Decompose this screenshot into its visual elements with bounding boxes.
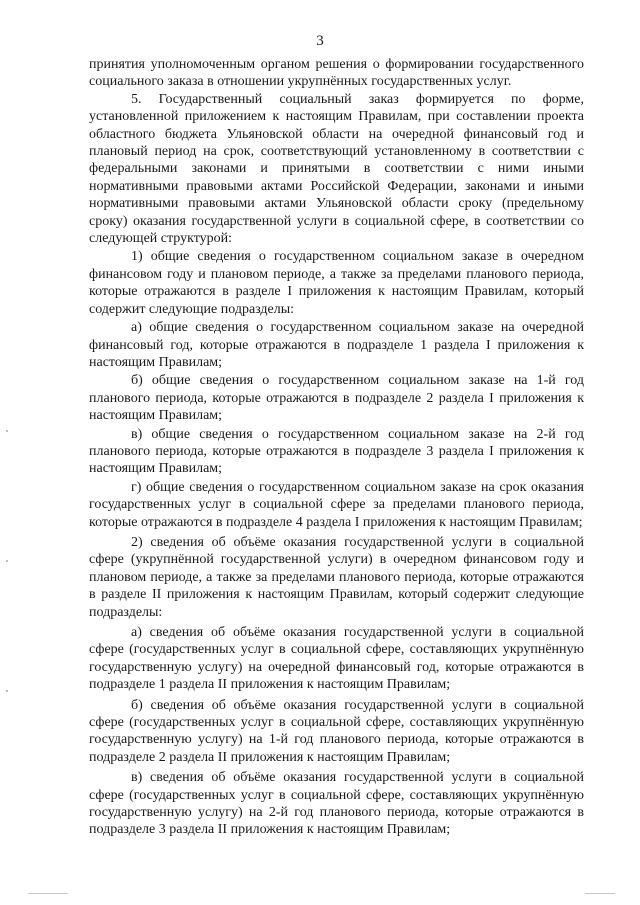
paragraph-subitem-1b: б) общие сведения о государственном социальном заказе на 1-й год планового периода, которые отражаются в подразделе 2 раздела I приложения к настоящим Правилам; (89, 373, 584, 424)
paragraph-subitem-2v: в) сведения об объёме оказания государственной услуги в социальной сфере (государственных услуг в социальной сфере, составляющих укрупнённую государственную услугу) на 2-й год планового периода, которые отражаются в подразделе 3 раздела II приложения к настоящим Правилам; (89, 770, 584, 838)
scan-edge-line-left (28, 893, 68, 894)
paragraph-subitem-2b: б) сведения об объёме оказания государственной услуги в социальной сфере (государственных услуг в социальной сфере, составляющих укрупнённую государственную услугу) на 1-й год планового периода, которые отражаются в подразделе 2 раздела II приложения к настоящим Правилам; (89, 697, 584, 765)
paragraph-subitem-1a: а) общие сведения о государственном социальном заказе на очередной финансовый год, которые отражаются в подразделе 1 раздела I приложения к настоящим Правилам; (89, 320, 584, 370)
paragraph-continuation: принятия уполномоченным органом решения о формировании государственного социального заказа в отношении укрупнённых государственных услуг. (89, 57, 584, 90)
paragraph-subitem-1: 1) общие сведения о государственном социальном заказе в очередном финансовом году и плановом периоде, а также за пределами планового периода, которые отражаются в разделе I приложения к настоящим Правилам, который содержит следующие подразделы: (89, 249, 584, 317)
paragraph-subitem-2: 2) сведения об объёме оказания государственной услуги в социальной сфере (укрупнённой государственной услуги) в очередном финансовом году и плановом периоде, а также за пределами планового периода, которые отражаются в разделе II приложения к настоящим Правилам, который содержит следующие подразделы: (89, 534, 584, 620)
paragraph-item-5: 5. Государственный социальный заказ формируется по форме, установленной приложением к настоящим Правилам, при составлении проекта областного бюджета Ульяновской области на очередной финансовый год и плановый период на срок, соответствующий установленному в соответствии с федеральными законами и принятыми в соответствии с ними иными нормативными правовыми актами Российской Федерации, законами и иными нормативными правовыми актами Ульяновской области сроку (предельному сроку) оказания государственной услуги в социальной сфере, в соответствии со следующей структурой: (89, 91, 584, 247)
document-body (89, 56, 584, 839)
page-number: 3 (316, 33, 324, 49)
paragraph-subitem-1g: г) общие сведения о государственном социальном заказе на срок оказания государственных услуг в социальной сфере за пределами планового периода, которые отражаются в подразделе 4 раздела I приложения к настоящим Правилам; (89, 479, 584, 530)
scan-dot (6, 430, 8, 432)
scan-dot (6, 560, 8, 562)
paragraph-subitem-1v: в) общие сведения о государственном социальном заказе на 2-й год планового периода, которые отражаются в подразделе 3 раздела I приложения к настоящим Правилам; (89, 426, 584, 477)
scan-edge-line-right (585, 893, 615, 894)
scan-dot (6, 690, 8, 692)
paragraph-subitem-2a: а) сведения об объёме оказания государственной услуги в социальной сфере (государственных услуг в социальной сфере, составляющих укрупнённую государственную услугу) на очередной финансовый год, которые отражаются в подразделе 1 раздела II приложения к настоящим Правилам; (89, 625, 584, 693)
